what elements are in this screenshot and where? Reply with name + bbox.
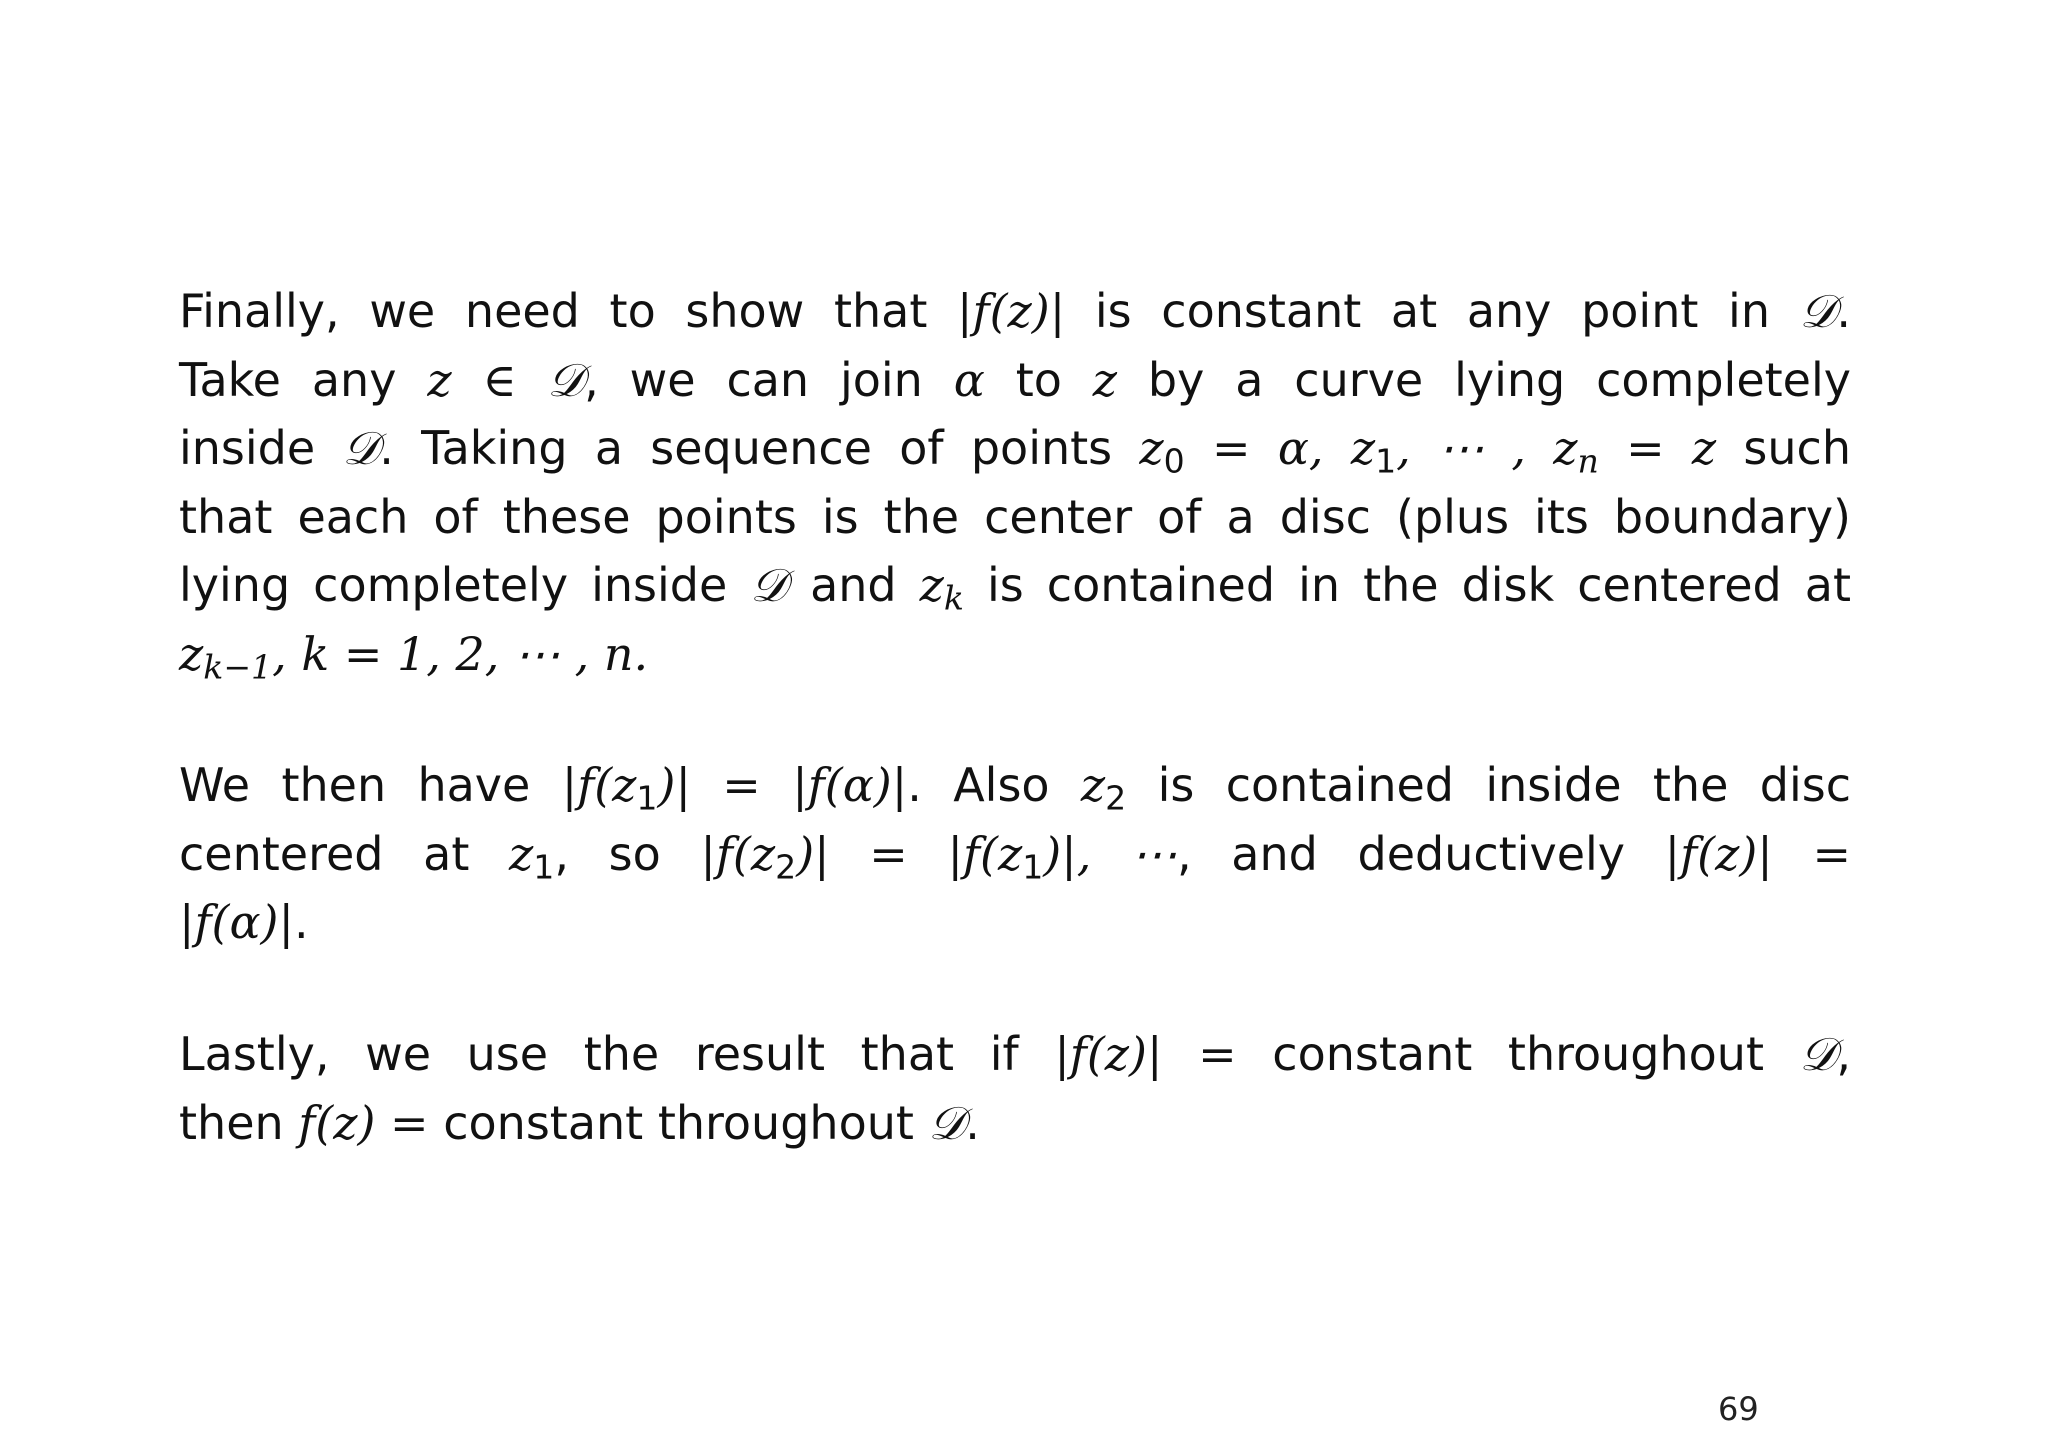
math-token: = z bbox=[1598, 421, 1717, 475]
text-run: is constant at any point in bbox=[1065, 284, 1800, 338]
math-subscript: 2 bbox=[1105, 778, 1127, 818]
text-run: Take any bbox=[179, 352, 428, 407]
math-token: z bbox=[1139, 421, 1164, 475]
math-expression: z ∈ 𝒟 bbox=[427, 352, 585, 407]
math-token: )| = |f(z bbox=[796, 826, 1023, 881]
text-line bbox=[179, 1020, 1851, 1089]
text-line bbox=[179, 620, 1851, 689]
text-line bbox=[179, 751, 1851, 820]
math-token: )| = |f(α)| bbox=[657, 758, 908, 812]
text-line bbox=[179, 820, 1851, 889]
math-domain-symbol: 𝒟 bbox=[928, 1095, 966, 1150]
math-expression bbox=[1080, 758, 1127, 818]
math-expression: α bbox=[953, 352, 985, 407]
text-run: centered at bbox=[179, 826, 510, 881]
text-line bbox=[179, 414, 1851, 483]
text-line bbox=[179, 888, 1851, 957]
text-run: , bbox=[1836, 1027, 1851, 1081]
text-run: constant throughout bbox=[1236, 1027, 1800, 1081]
text-run: and bbox=[787, 558, 920, 612]
math-expression bbox=[179, 626, 649, 686]
text-run: is contained in the disk centered at bbox=[963, 558, 1851, 612]
math-token: z bbox=[1080, 758, 1106, 812]
math-expression bbox=[919, 558, 964, 618]
math-token: z bbox=[919, 558, 944, 612]
text-line bbox=[179, 277, 1851, 346]
text-run: Finally, we need to show that bbox=[179, 284, 958, 338]
math-expression: |f(α)| bbox=[179, 895, 294, 949]
text-line bbox=[179, 551, 1851, 620]
math-subscript: k bbox=[943, 578, 964, 618]
text-run: We then have bbox=[179, 758, 562, 812]
text-run: . bbox=[293, 895, 309, 949]
math-token: |f(z bbox=[561, 758, 637, 812]
math-expression: |f(z)| bbox=[957, 284, 1066, 338]
math-expression: |f(z)| = bbox=[1054, 1027, 1237, 1081]
text-run: then bbox=[179, 1095, 299, 1150]
math-token: z bbox=[179, 626, 204, 681]
math-subscript: 1 bbox=[1375, 441, 1397, 481]
math-subscript: n bbox=[1577, 441, 1599, 481]
text-run: . bbox=[965, 1095, 980, 1150]
text-run: such bbox=[1716, 421, 1851, 475]
math-domain-symbol: 𝒟 bbox=[1799, 284, 1837, 338]
text-run: . Also bbox=[907, 758, 1081, 812]
text-run: to bbox=[984, 352, 1093, 407]
math-expression: |f(z)| = bbox=[1664, 826, 1852, 881]
text-run: Lastly, we use the result that if bbox=[179, 1027, 1055, 1081]
math-token: |f(z bbox=[700, 826, 776, 881]
math-domain-symbol: 𝒟 bbox=[1799, 1027, 1837, 1081]
math-expression: z bbox=[1092, 352, 1118, 407]
text-run: inside bbox=[179, 421, 343, 475]
paragraph-chain-argument bbox=[179, 751, 1851, 957]
math-token: = α, z bbox=[1184, 421, 1376, 475]
text-run: , and deductively bbox=[1177, 826, 1665, 881]
math-subscript: 1 bbox=[636, 778, 658, 818]
math-domain-symbol: 𝒟 bbox=[750, 558, 788, 612]
text-run: lying completely inside bbox=[179, 558, 751, 612]
text-run: , we can join bbox=[584, 352, 954, 407]
math-subscript: k−1 bbox=[203, 646, 273, 686]
math-subscript: 1 bbox=[533, 846, 555, 886]
math-token: z bbox=[509, 826, 534, 881]
text-run: constant throughout bbox=[428, 1095, 929, 1150]
text-line bbox=[179, 346, 1851, 415]
text-run: . Taking a sequence of points bbox=[379, 421, 1140, 475]
math-domain-symbol: 𝒟 bbox=[342, 421, 380, 475]
text-run: by a curve lying completely bbox=[1117, 352, 1851, 407]
math-subscript: 2 bbox=[775, 846, 797, 886]
paragraph-conclusion bbox=[179, 1020, 1851, 1157]
page-number: 69 bbox=[1718, 1390, 1759, 1428]
math-expression: f(z) = bbox=[298, 1095, 429, 1150]
paragraph-constant-modulus-proof bbox=[179, 277, 1851, 688]
text-line bbox=[179, 483, 1851, 552]
text-run: . bbox=[1836, 284, 1852, 338]
text-run: , so bbox=[554, 826, 701, 881]
math-expression bbox=[561, 758, 908, 818]
math-token: , k = 1, 2, ⋯ , n. bbox=[272, 626, 649, 681]
math-expression bbox=[509, 826, 555, 886]
math-token: )|, ⋯ bbox=[1043, 826, 1178, 881]
math-expression bbox=[1139, 421, 1717, 481]
text-run: is contained inside the disc bbox=[1126, 758, 1851, 812]
text-run: that each of these points is the center of a disc (plus its boundary) bbox=[179, 489, 1851, 544]
text-line bbox=[179, 1089, 1851, 1158]
math-subscript: 1 bbox=[1022, 846, 1044, 886]
math-subscript: 0 bbox=[1163, 441, 1185, 481]
math-expression bbox=[700, 826, 1178, 886]
math-token: , ⋯ , z bbox=[1396, 421, 1578, 475]
